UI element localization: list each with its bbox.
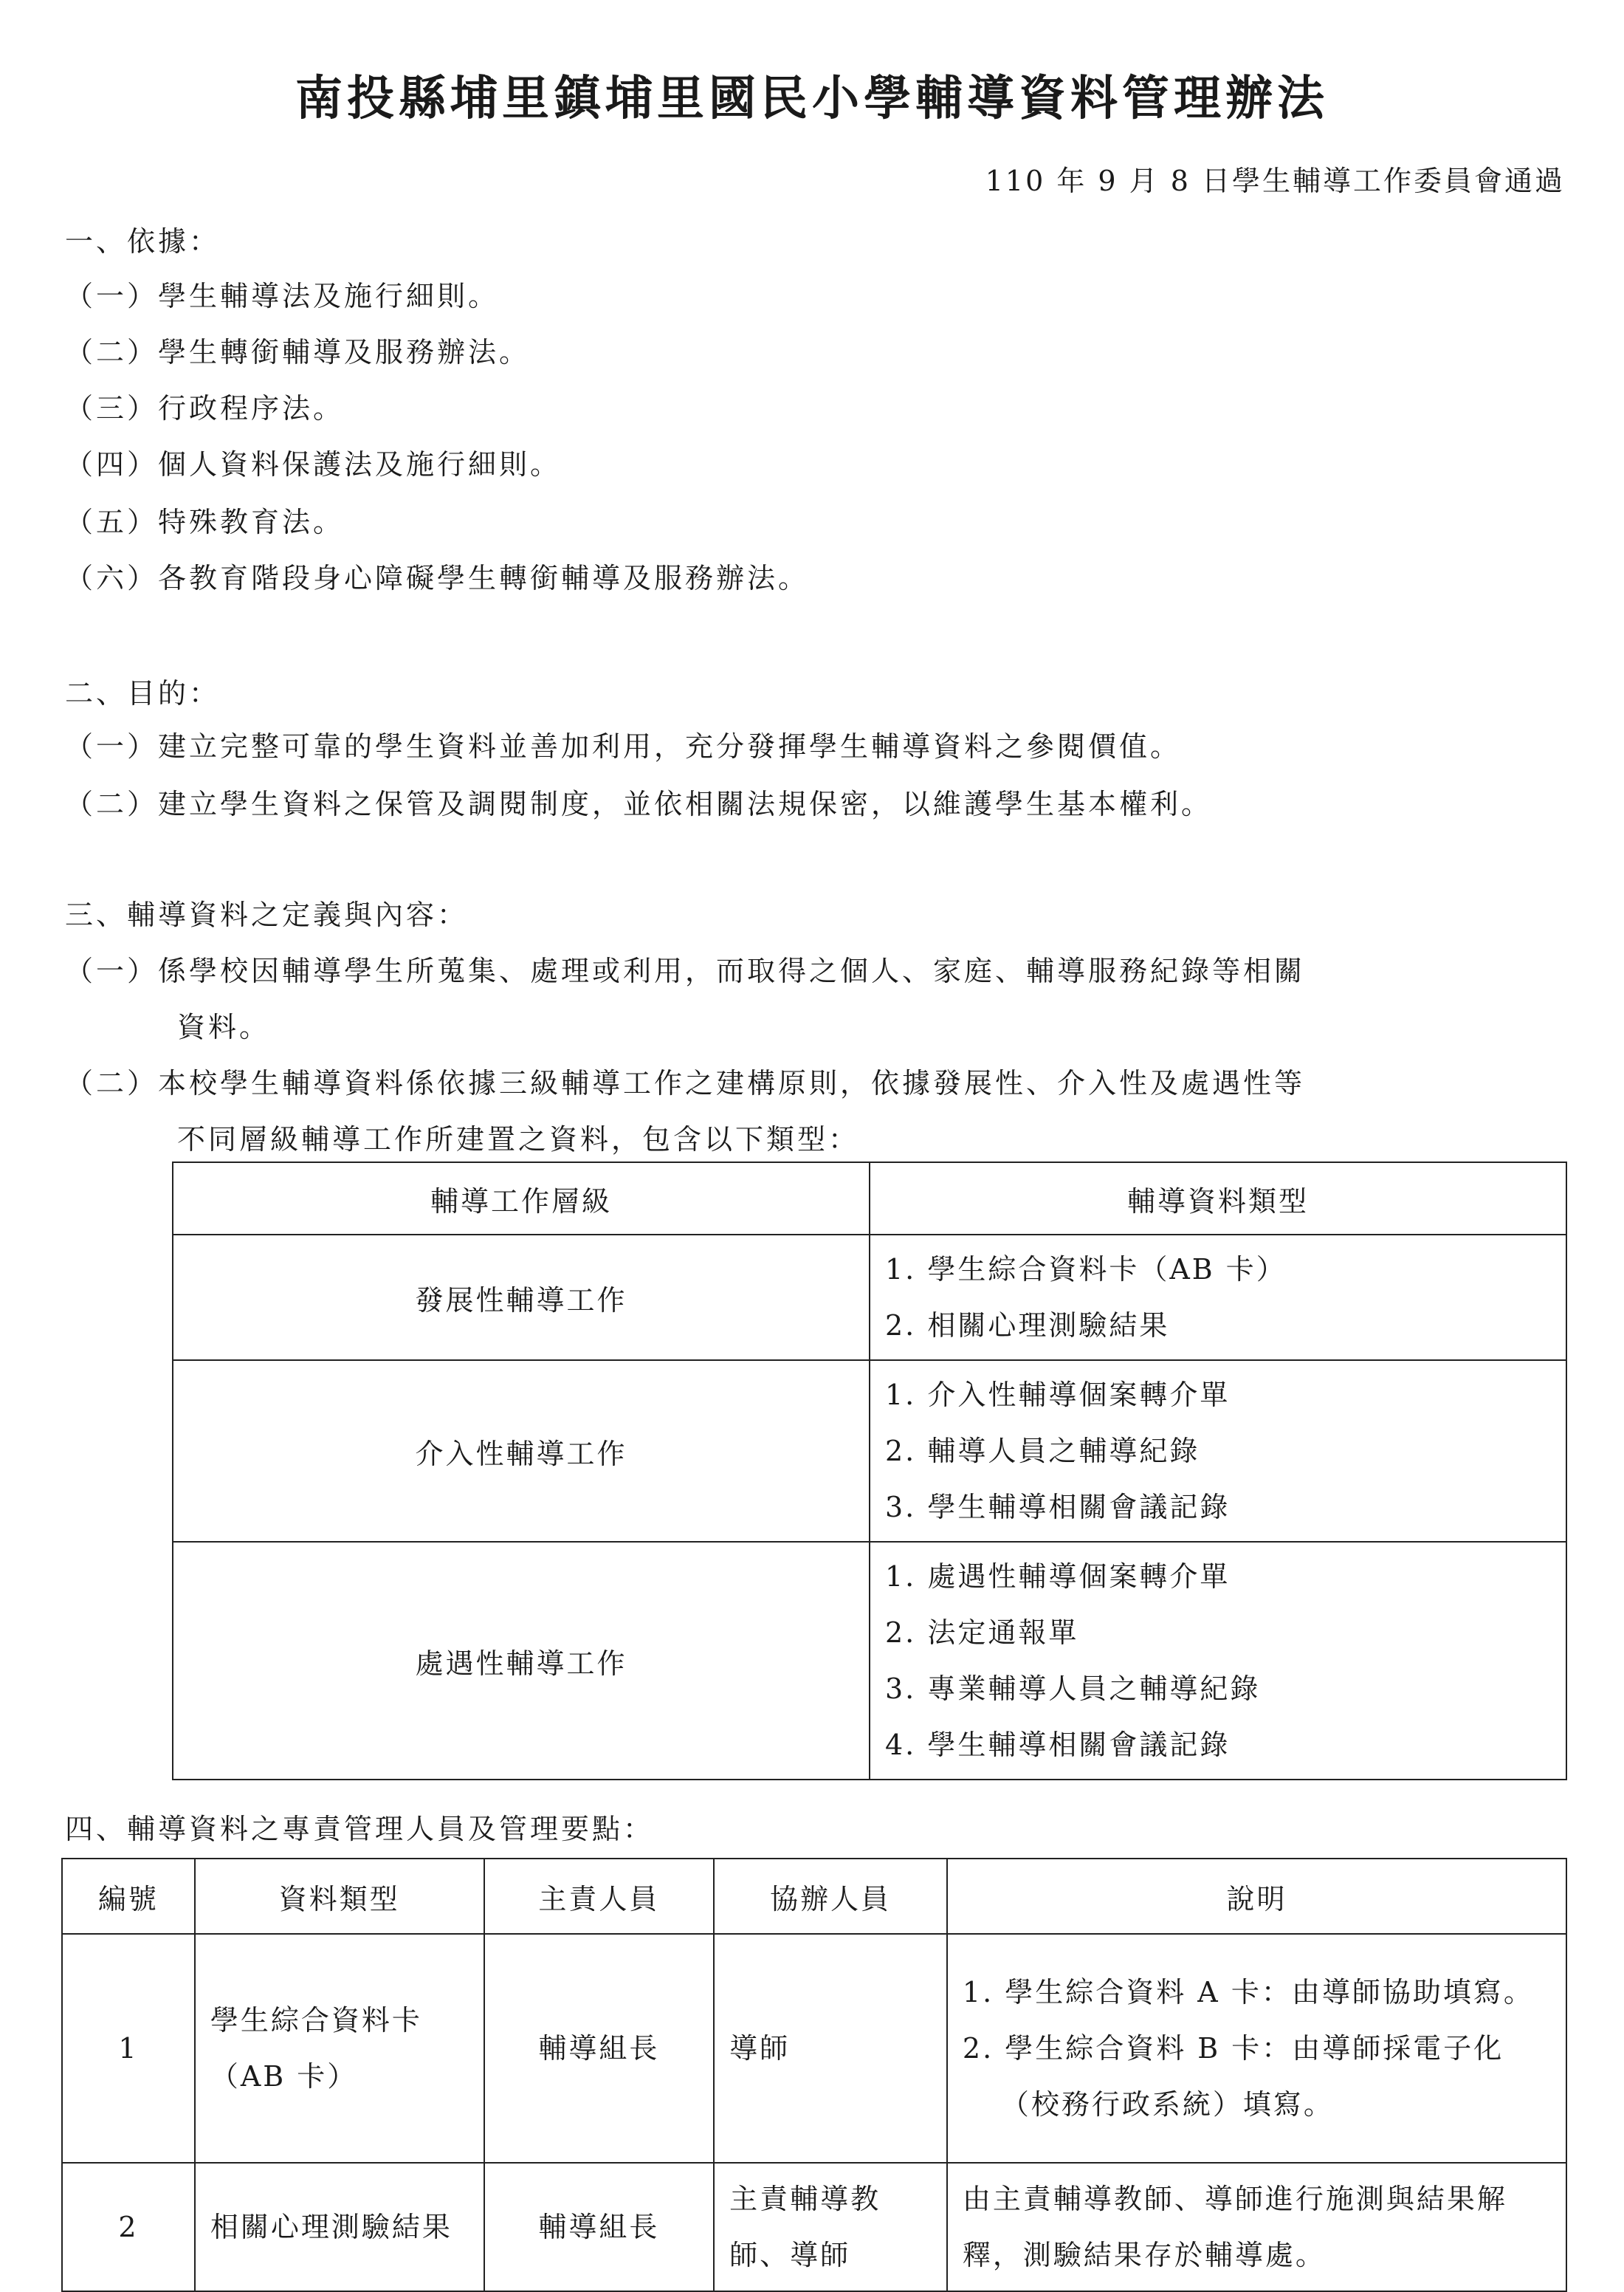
header-cell: 協辦人員 [714, 1859, 947, 1934]
header-cell: 主責人員 [484, 1859, 715, 1934]
section3-item1-cont: 資料。 [177, 1011, 271, 1043]
table-row [173, 1542, 1566, 1780]
owner-cell: 輔導組長 [484, 1934, 715, 2163]
table-row [173, 1360, 1566, 1542]
section2-item: （二）建立學生資料之保管及調閱制度，並依相關法規保密，以維護學生基本權利。 [65, 788, 1213, 820]
header-cell: 編號 [62, 1859, 195, 1934]
level-cell: 處遇性輔導工作 [173, 1542, 870, 1780]
description-cell [947, 1934, 1566, 2163]
description-cell: 由主責輔導教師、導師進行施測與結果解釋，測驗結果存於輔導處。 [947, 2163, 1566, 2291]
section3-item2-cont: 不同層級輔導工作所建置之資料，包含以下類型： [177, 1123, 860, 1156]
type-item: 3. 專業輔導人員之輔導紀錄 [885, 1672, 1261, 1705]
row-number: 1 [62, 1934, 195, 2163]
owner-cell: 輔導組長 [484, 2163, 715, 2291]
type-item: 3. 學生輔導相關會議記錄 [885, 1491, 1231, 1523]
section1-item: （五）特殊教育法。 [65, 506, 345, 538]
type-item: 4. 學生輔導相關會議記錄 [885, 1729, 1231, 1761]
type-item: 1. 學生綜合資料卡（AB 卡） [885, 1253, 1287, 1286]
type-item: 1. 介入性輔導個案轉介單 [885, 1379, 1231, 1411]
types-cell [870, 1235, 1566, 1360]
row-number: 2 [62, 2163, 195, 2291]
document-title: 南投縣埔里鎮埔里國民小學輔導資料管理辦法 [295, 71, 1329, 126]
table-row [173, 1235, 1566, 1360]
section3-item2: （二）本校學生輔導資料係依據三級輔導工作之建構原則，依據發展性、介入性及處遇性等 [65, 1067, 1306, 1099]
section1-item: （一）學生輔導法及施行細則。 [65, 280, 500, 312]
types-cell [870, 1360, 1566, 1542]
level-cell: 介入性輔導工作 [173, 1360, 870, 1542]
section1-item: （六）各教育階段身心障礙學生轉銜輔導及服務辦法。 [65, 562, 810, 594]
approval-note: 110 年 9 月 8 日學生輔導工作委員會通過 [985, 165, 1565, 197]
management-table [61, 1858, 1567, 2292]
type-item: 1. 處遇性輔導個案轉介單 [885, 1560, 1231, 1593]
section4-heading: 四、輔導資料之專責管理人員及管理要點： [65, 1813, 655, 1845]
section1-item: （四）個人資料保護法及施行細則。 [65, 448, 562, 481]
type-item: 2. 輔導人員之輔導紀錄 [885, 1435, 1200, 1467]
data-type-cell: 學生綜合資料卡（AB 卡） [195, 1934, 484, 2163]
table-header-row [62, 1859, 1566, 1934]
table-header-row [173, 1162, 1566, 1235]
section2-heading: 二、目的： [65, 677, 221, 710]
type-item: 2. 法定通報單 [885, 1616, 1079, 1649]
data-type-cell: 相關心理測驗結果 [195, 2163, 484, 2291]
guidance-levels-table [172, 1162, 1567, 1780]
section1-item: （二）學生轉銜輔導及服務辦法。 [65, 336, 531, 368]
header-cell: 輔導資料類型 [870, 1162, 1566, 1235]
table-row [62, 1934, 1566, 2163]
assist-cell: 導師 [714, 1934, 947, 2163]
header-cell: 輔導工作層級 [173, 1162, 870, 1235]
section2-item: （一）建立完整可靠的學生資料並善加利用，充分發揮學生輔導資料之參閱價值。 [65, 730, 1182, 763]
description-item: 2. 學生綜合資料 B 卡：由導師採電子化（校務行政系統）填寫。 [962, 2032, 1504, 2121]
header-cell: 資料類型 [195, 1859, 484, 1934]
section1-item: （三）行政程序法。 [65, 392, 345, 425]
section1-heading: 一、依據： [65, 225, 221, 258]
level-cell: 發展性輔導工作 [173, 1235, 870, 1360]
assist-cell: 主責輔導教師、導師 [714, 2163, 947, 2291]
section3-heading: 三、輔導資料之定義與內容： [65, 899, 469, 931]
table-row [62, 2163, 1566, 2291]
type-item: 2. 相關心理測驗結果 [885, 1309, 1170, 1342]
section3-item1: （一）係學校因輔導學生所蒐集、處理或利用，而取得之個人、家庭、輔導服務紀錄等相關 [65, 955, 1306, 987]
header-cell: 說明 [947, 1859, 1566, 1934]
description-item: 1. 學生綜合資料 A 卡：由導師協助填寫。 [962, 1976, 1534, 2008]
types-cell [870, 1542, 1566, 1780]
